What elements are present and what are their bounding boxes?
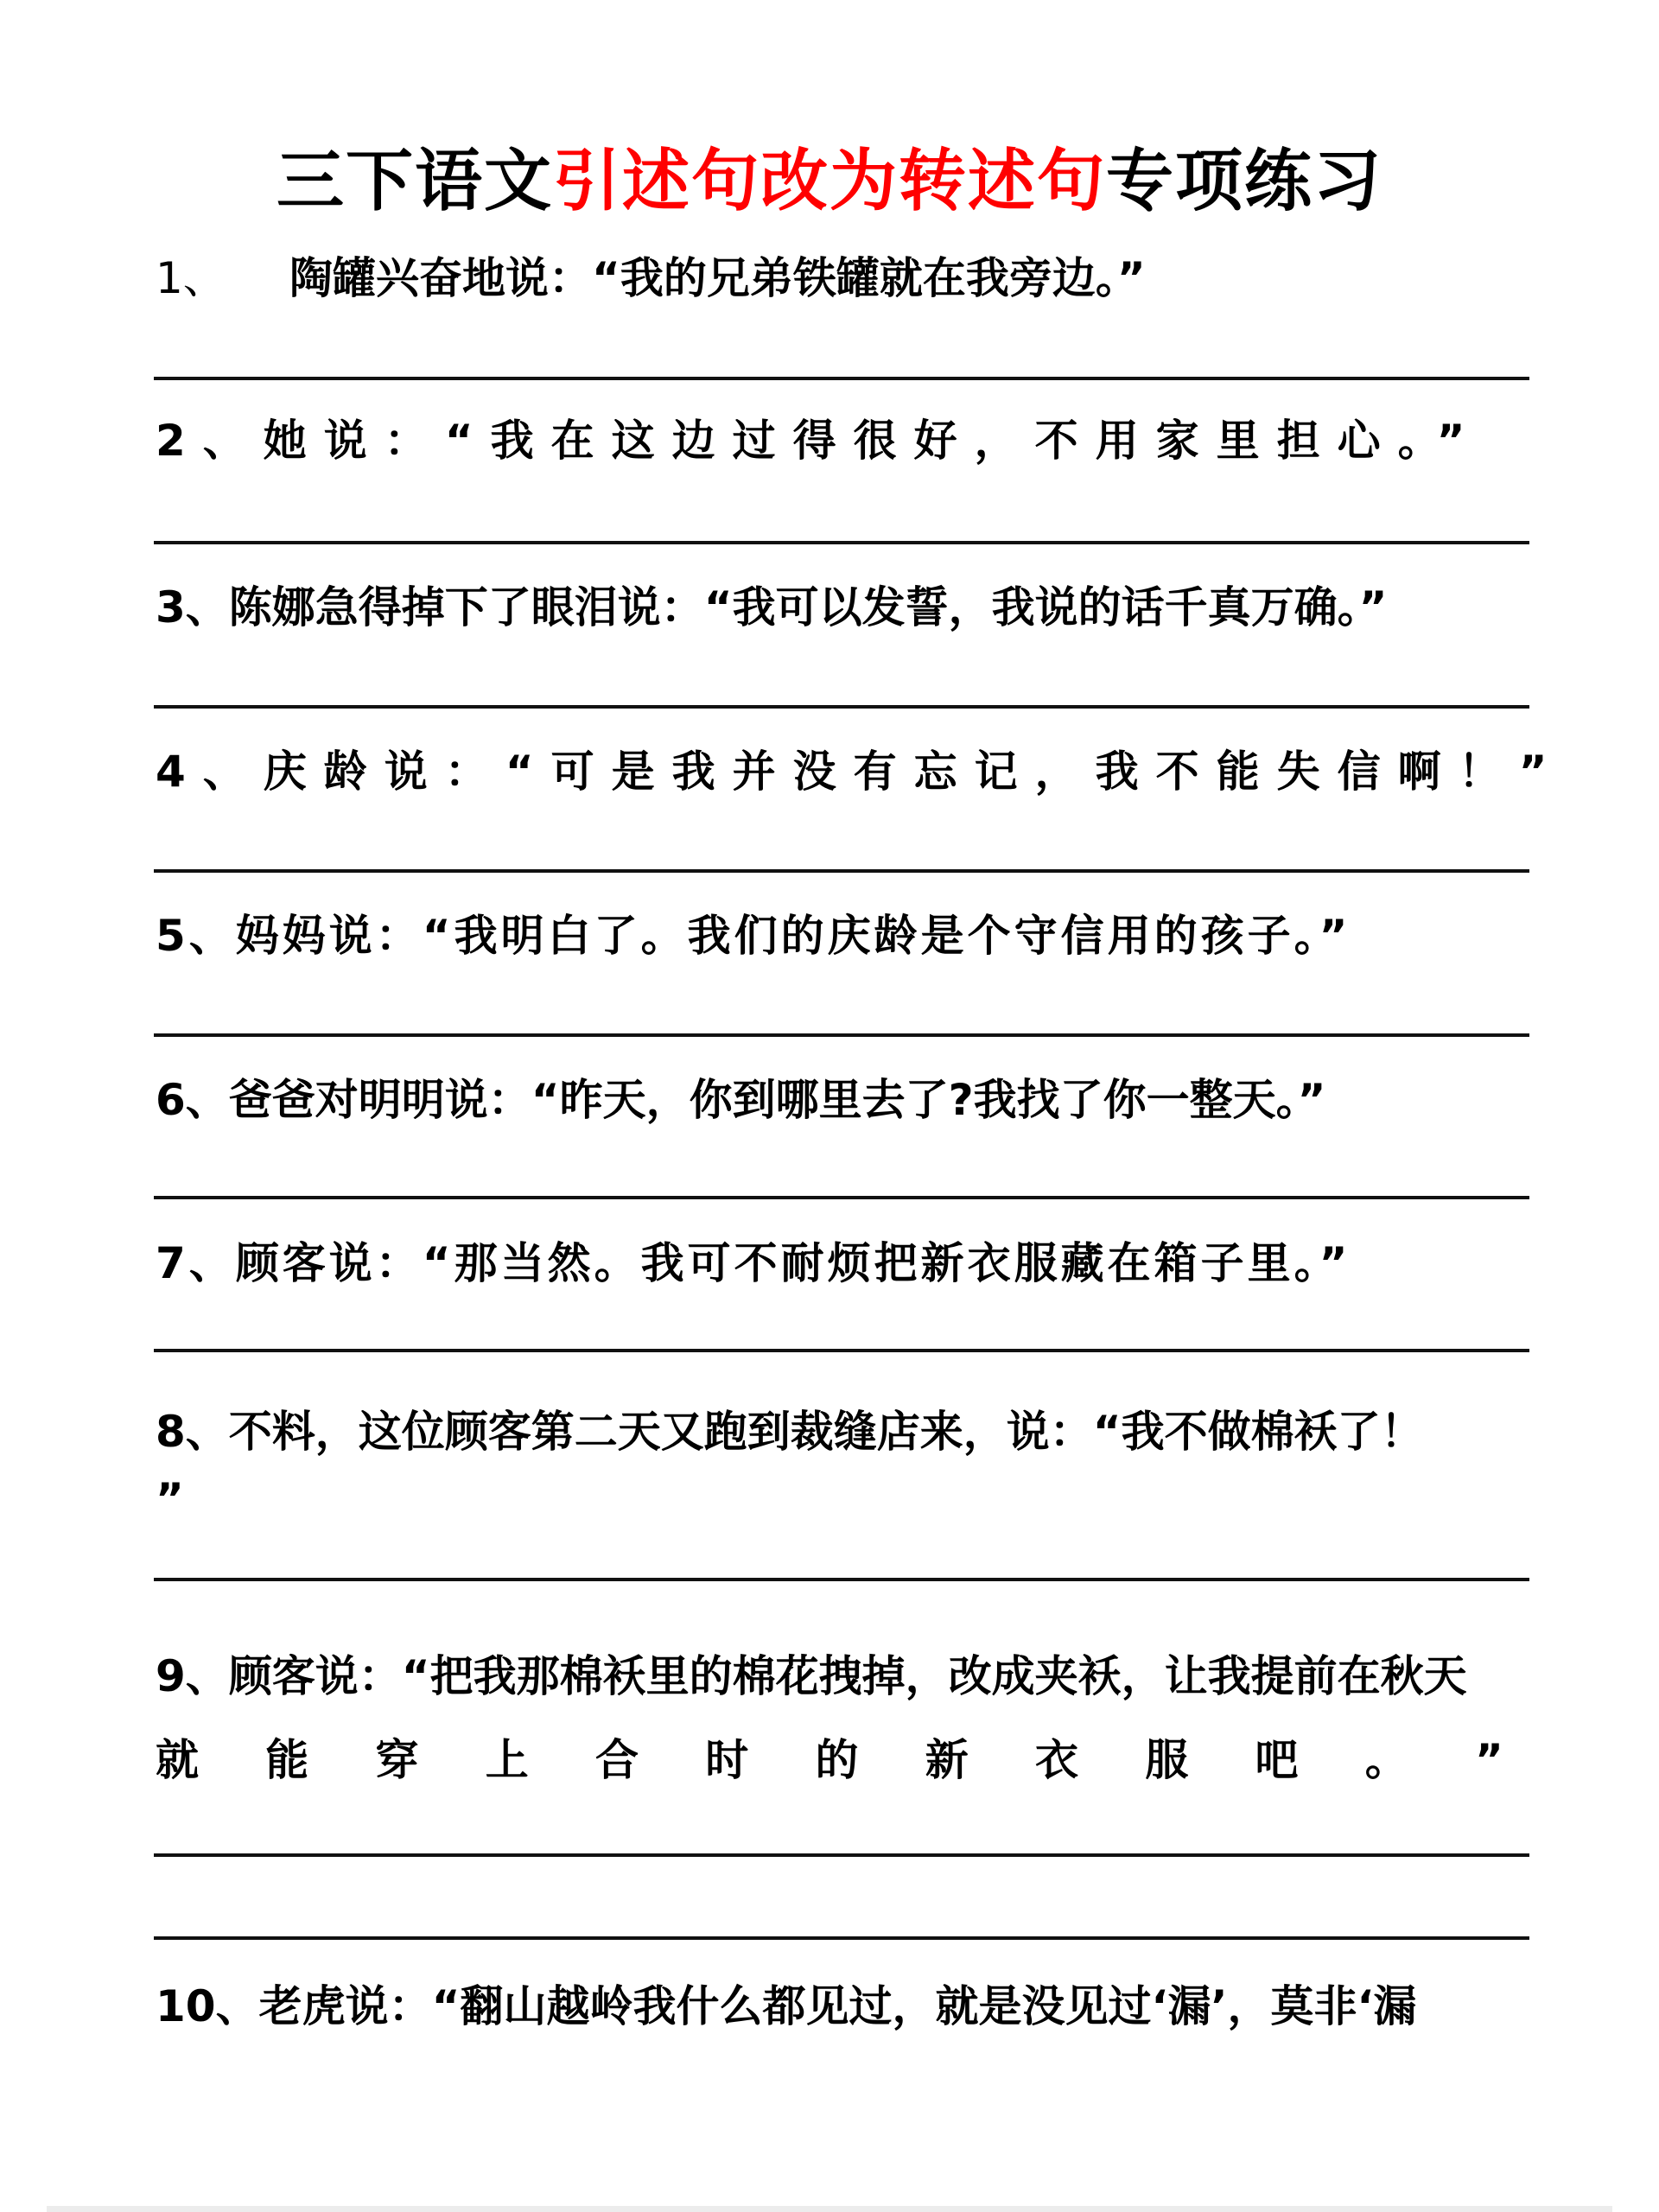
char: ” [1475,1735,1503,1785]
char: 穿 [375,1735,419,1785]
char: 的 [815,1735,859,1785]
answer-line-9a[interactable] [154,1853,1529,1857]
question-text: 妈妈说：“我明白了。我们的庆龄是个守信用的孩子。” [235,911,1351,961]
page-edge-divider [47,2206,1612,2212]
question-6 [156,1070,1538,1130]
char: 新 [925,1735,969,1785]
question-8 [156,1402,1538,1462]
answer-line-9b[interactable] [154,1936,1529,1940]
question-text: 不料，这位顾客第二天又跑到裁缝店来，说：“我不做棉袄了！ [228,1407,1424,1457]
char: 时 [705,1735,749,1785]
answer-line-4[interactable] [154,869,1529,873]
question-number: 7、 [156,1238,236,1288]
question-text: 顾客说：“那当然。我可不耐烦把新衣服藏在箱子里。” [235,1238,1351,1288]
question-number: 6、 [156,1075,229,1125]
answer-line-5[interactable] [154,1033,1529,1037]
char: 服 [1145,1735,1189,1785]
question-2 [156,410,1538,471]
question-number: 5、 [156,911,236,961]
char: 衣 [1035,1735,1078,1785]
question-8-continuation [156,1469,1538,1529]
title-highlight: 引述句改为转述句 [552,143,1106,220]
question-10 [156,1976,1538,2037]
page-title [0,138,1659,225]
question-9 [156,1646,1538,1707]
question-number: 3、 [156,582,229,632]
question-number: 1、 [156,253,226,303]
title-suffix: 专项练习 [1106,143,1383,220]
question-text: 老虎说：“翻山越岭我什么都见过，就是没见过‘漏’，莫非‘漏 [258,1981,1417,2031]
question-9-continuation [156,1730,1538,1790]
char: 上 [485,1735,529,1785]
answer-line-6[interactable] [154,1196,1529,1199]
question-number: 10、 [156,1981,259,2031]
char: 吧 [1255,1735,1299,1785]
title-prefix: 三下语文 [276,143,553,220]
question-3 [156,577,1538,638]
question-text-line2: ” [156,1474,184,1524]
answer-line-7[interactable] [154,1349,1529,1352]
char: 合 [595,1735,639,1785]
question-text: 顾客说：“把我那棉袄里的棉花拽掉，改成夹袄，让我提前在秋天 [228,1651,1467,1701]
question-text: 她说：“我在这边过得很好，不用家里担心。” [263,416,1483,466]
question-number: 4、 [156,747,264,797]
question-text: 爸爸对明明说：“昨天，你到哪里去了?我找了你一整天。” [228,1075,1326,1125]
answer-line-2[interactable] [154,541,1529,544]
question-1 [156,248,1538,308]
char: 能 [265,1735,309,1785]
question-number: 9、 [156,1651,229,1701]
question-text: 陈娜急得掉下了眼泪说：“我可以发誓，我说的话千真万确。” [228,582,1388,632]
question-7 [156,1233,1538,1294]
question-text: 陶罐兴奋地说：“我的兄弟铁罐就在我旁边。” [289,253,1146,303]
question-text: 庆龄说：“可是我并没有忘记，我不能失信啊！” [263,747,1565,797]
question-number: 2、 [156,416,264,466]
question-5 [156,906,1538,966]
question-4 [156,741,1565,802]
question-number: 8、 [156,1407,229,1457]
answer-line-1[interactable] [154,377,1529,380]
answer-line-3[interactable] [154,705,1529,709]
char: 。 [1364,1735,1408,1785]
char: 就 [156,1735,199,1785]
answer-line-8[interactable] [154,1578,1529,1581]
